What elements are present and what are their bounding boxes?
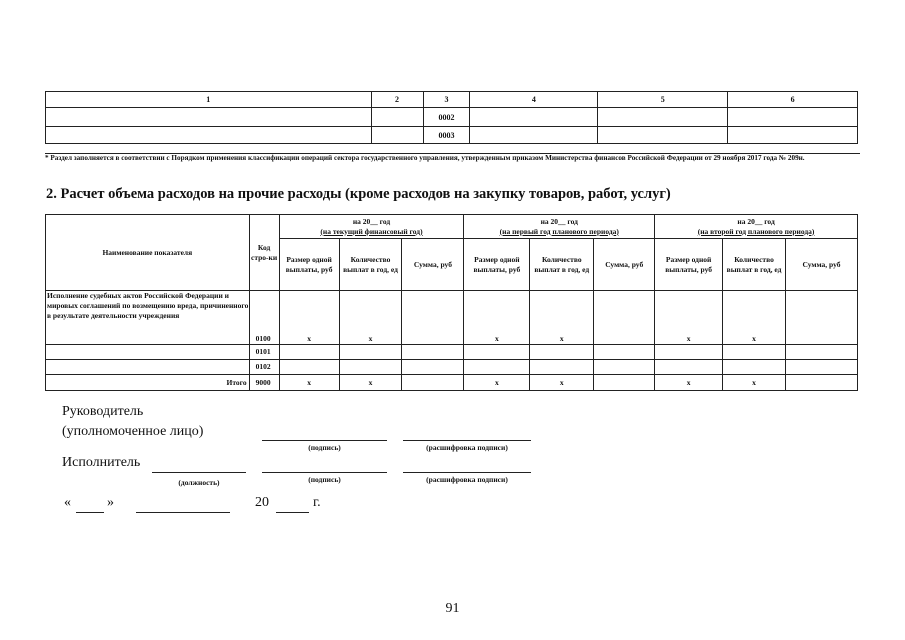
group-period: (на текущий финансовый год) [320, 226, 423, 236]
executor-label: Исполнитель [62, 455, 141, 470]
executor-position-line[interactable] [152, 472, 246, 473]
position-caption: (должность) [178, 478, 220, 487]
x-mark: x [279, 291, 339, 345]
row-code: 0101 [249, 345, 279, 360]
row-code: 9000 [249, 375, 279, 391]
x-mark: x [723, 375, 786, 391]
table-row [46, 291, 858, 345]
head-label: Руководитель [62, 404, 144, 419]
decoding-caption: (расшифровка подписи) [426, 443, 508, 452]
row-code: 0102 [249, 360, 279, 375]
table-row [46, 108, 858, 127]
table-row [46, 127, 858, 144]
col-code-header: Код стро-ки [249, 215, 279, 291]
executor-decoding-line[interactable] [403, 472, 531, 473]
row-code: 0100 [249, 291, 279, 345]
sub-header-sum: Сумма, руб [594, 239, 655, 291]
sub-header-payment-size: Размер одной выплаты, руб [655, 239, 723, 291]
sub-header-sum: Сумма, руб [786, 239, 858, 291]
signature-caption: (подпись) [308, 475, 341, 484]
x-mark: x [530, 291, 594, 345]
row-code: 0002 [423, 108, 470, 127]
group-header-first-plan [464, 215, 655, 239]
x-mark: x [339, 291, 402, 345]
table-row [46, 345, 858, 360]
date-month-line[interactable] [136, 512, 230, 513]
group-period: (на второй год планового периода) [697, 226, 815, 236]
executor-signature-line[interactable] [262, 472, 387, 473]
x-mark: x [464, 291, 530, 345]
row-code: 0003 [423, 127, 470, 144]
sub-header-payment-count: Количество выплат в год, ед [339, 239, 402, 291]
group-year: на 20__ год [737, 216, 775, 226]
footnote: * Раздел заполняется в соответствии с Порядком применения классификации операций сектора государственного управления, утвержденным приказом Министерства финансов Российской Федерации от 29 ноября 2017 года № 209н. [45, 154, 805, 162]
group-header-current [279, 215, 464, 239]
head-sub-label: (уполномоченное лицо) [62, 424, 204, 439]
x-mark: x [723, 291, 786, 345]
group-header-second-plan [655, 215, 858, 239]
group-period: (на первый год планового периода) [499, 226, 619, 236]
date-year-line[interactable] [276, 512, 309, 513]
x-mark: x [655, 291, 723, 345]
x-mark: x [279, 375, 339, 391]
top-table-header-row [46, 92, 858, 108]
top-col-4: 4 [470, 92, 598, 108]
head-decoding-line[interactable] [403, 440, 531, 441]
section-title: 2. Расчет объема расходов на прочие расходы (кроме расходов на закупку товаров, работ, услуг) [46, 186, 671, 202]
sub-header-payment-count: Количество выплат в год, ед [723, 239, 786, 291]
sub-header-payment-size: Размер одной выплаты, руб [279, 239, 339, 291]
signature-caption: (подпись) [308, 443, 341, 452]
total-label: Итого [46, 375, 250, 391]
x-mark: x [464, 375, 530, 391]
sub-header-sum: Сумма, руб [402, 239, 464, 291]
top-col-3: 3 [423, 92, 470, 108]
date-year-suffix: г. [313, 495, 321, 510]
x-mark: x [655, 375, 723, 391]
top-col-2: 2 [371, 92, 423, 108]
date-close-quote: » [107, 495, 114, 510]
top-col-6: 6 [728, 92, 858, 108]
date-open-quote: « [64, 495, 71, 510]
col-name-header: Наименование показателя [46, 215, 250, 291]
x-mark: x [530, 375, 594, 391]
decoding-caption: (расшифровка подписи) [426, 475, 508, 484]
head-signature-line[interactable] [262, 440, 387, 441]
row-name: Исполнение судебных актов Российской Федерации и мировых соглашений по возмещению вреда, причиненного в результате деятельности учреждения [46, 291, 250, 345]
group-header-row [46, 215, 858, 239]
page-number: 91 [445, 601, 460, 616]
top-col-1: 1 [46, 92, 372, 108]
table-row [46, 360, 858, 375]
sub-header-payment-count: Количество выплат в год, ед [530, 239, 594, 291]
total-row [46, 375, 858, 391]
expense-table [45, 214, 858, 391]
top-table [45, 91, 858, 144]
x-mark: x [339, 375, 402, 391]
top-col-5: 5 [598, 92, 728, 108]
date-year-prefix: 20 [255, 495, 269, 510]
sub-header-payment-size: Размер одной выплаты, руб [464, 239, 530, 291]
group-year: на 20__ год [540, 216, 578, 226]
group-year: на 20__ год [352, 216, 391, 226]
date-day-line[interactable] [76, 512, 104, 513]
